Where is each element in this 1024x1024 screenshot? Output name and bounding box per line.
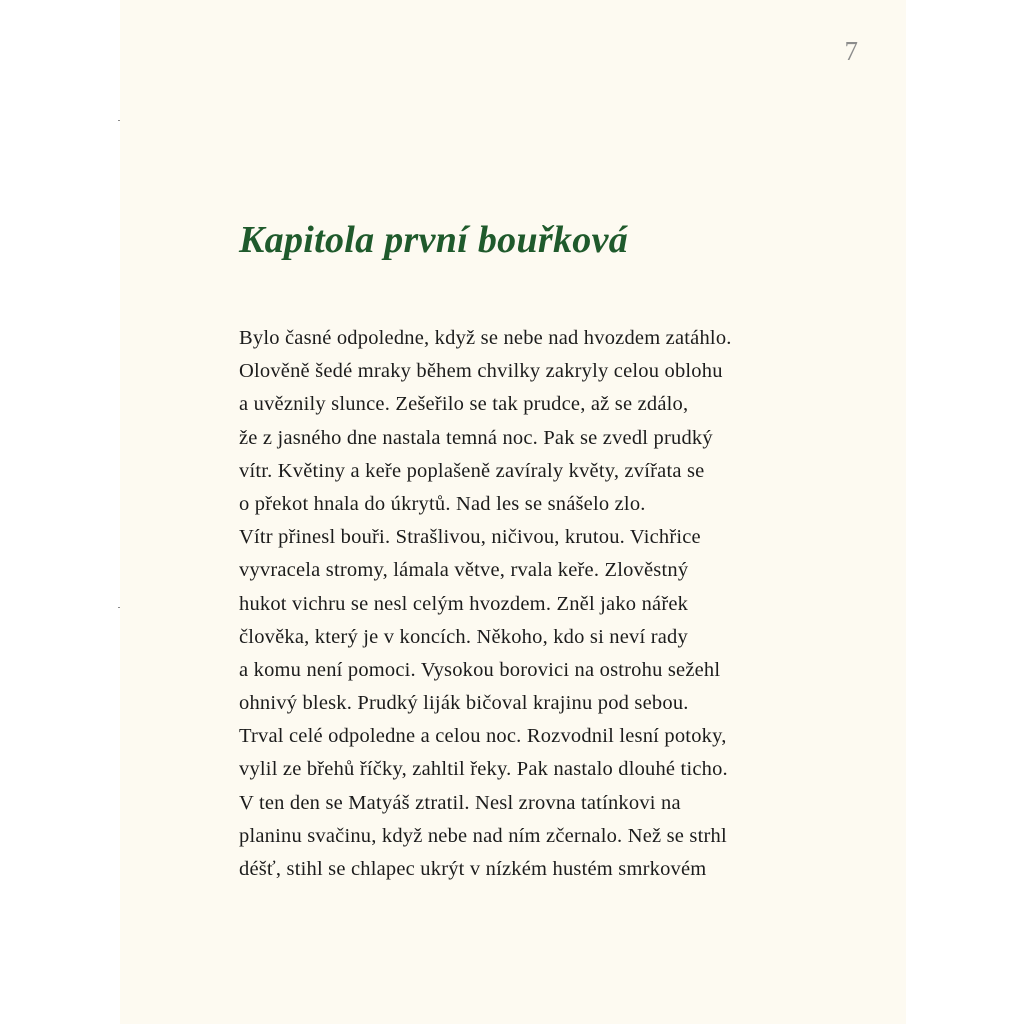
chapter-title: Kapitola první bouřková: [239, 219, 629, 261]
text-line: a uvěznily slunce. Zešeřilo se tak prudce, až se zdálo,: [239, 393, 689, 416]
text-line: Olověně šedé mraky během chvilky zakryly celou oblohu: [239, 360, 723, 383]
text-line: Bylo časné odpoledne, když se nebe nad hvozdem zatáhlo.: [239, 327, 732, 349]
text-line: vylil ze břehů říčky, zahltil řeky. Pak nastalo dlouhé ticho.: [239, 758, 728, 781]
text-line: a komu není pomoci. Vysokou borovici na ostrohu sežehl: [239, 658, 721, 681]
page-number: 7: [844, 36, 858, 66]
text-line: déšť, stihl se chlapec ukrýt v nízkém hustém smrkovém: [239, 858, 707, 880]
book-page: [120, 0, 906, 1024]
text-line: Trval celé odpoledne a celou noc. Rozvodnil lesní potoky,: [239, 725, 727, 748]
text-line: Vítr přinesl bouři. Strašlivou, ničivou, krutou. Vichřice: [239, 526, 701, 549]
text-line: ohnivý blesk. Prudký liják bičoval krajinu pod sebou.: [239, 692, 689, 715]
text-line: hukot vichru se nesl celým hvozdem. Zněl jako nářek: [239, 592, 689, 615]
text-line: vítr. Květiny a keře poplašeně zavíraly květy, zvířata se: [239, 459, 705, 482]
text-line: člověka, který je v koncích. Někoho, kdo si neví rady: [239, 625, 688, 648]
text-line: V ten den se Matyáš ztratil. Nesl zrovna tatínkovi na: [239, 791, 681, 814]
text-line: že z jasného dne nastala temná noc. Pak se zvedl prudký: [239, 426, 713, 449]
text-line: planinu svačinu, když nebe nad ním zčernalo. Než se strhl: [239, 824, 727, 847]
text-line: o překot hnala do úkrytů. Nad les se snášelo zlo.: [239, 492, 646, 515]
text-line: vyvracela stromy, lámala větve, rvala keře. Zlověstný: [239, 559, 689, 582]
body-text: [239, 322, 839, 886]
